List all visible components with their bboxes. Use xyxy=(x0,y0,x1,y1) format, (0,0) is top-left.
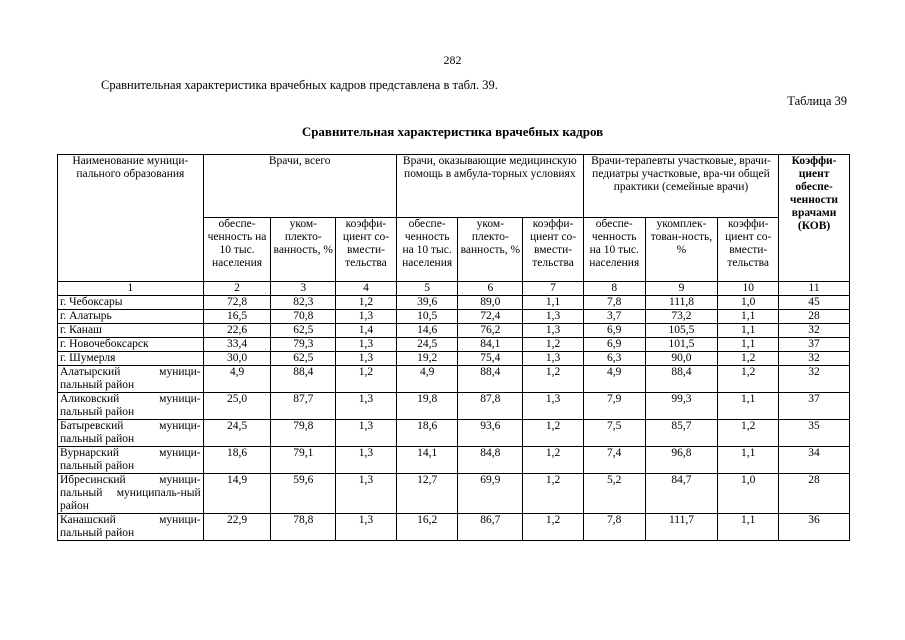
cell-value: 6,9 xyxy=(583,338,645,352)
cell-value: 88,4 xyxy=(645,366,718,393)
cell-value: 10,5 xyxy=(396,310,458,324)
table-row xyxy=(58,514,850,541)
cell-value: 1,2 xyxy=(336,366,397,393)
cell-value: 101,5 xyxy=(645,338,718,352)
cell-value: 1,2 xyxy=(523,514,584,541)
cell-value: 37 xyxy=(779,393,850,420)
cell-value: 1,1 xyxy=(718,324,779,338)
column-number-row xyxy=(58,282,850,296)
cell-value: 22,6 xyxy=(203,324,271,338)
cell-value: 19,2 xyxy=(396,352,458,366)
header-group-district: Врачи-терапевты участковые, врачи-педиатры участковые, вра-чи общей практики (семейные врачи) xyxy=(583,155,778,218)
header-name: Наименование муници-пального образования xyxy=(58,155,204,282)
column-number: 2 xyxy=(203,282,271,296)
cell-value: 1,2 xyxy=(336,296,397,310)
cell-value: 62,5 xyxy=(271,352,336,366)
row-name: г. Алатырь xyxy=(58,310,204,324)
cell-value: 4,9 xyxy=(396,366,458,393)
cell-value: 19,8 xyxy=(396,393,458,420)
cell-value: 84,7 xyxy=(645,474,718,514)
cell-value: 85,7 xyxy=(645,420,718,447)
cell-value: 28 xyxy=(779,310,850,324)
column-number: 6 xyxy=(458,282,523,296)
header-staffing: укомплек-тован-ность, % xyxy=(645,218,718,282)
cell-value: 1,3 xyxy=(336,338,397,352)
cell-value: 105,5 xyxy=(645,324,718,338)
cell-value: 30,0 xyxy=(203,352,271,366)
page-number: 282 xyxy=(443,53,462,67)
cell-value: 6,3 xyxy=(583,352,645,366)
cell-value: 1,2 xyxy=(718,352,779,366)
cell-value: 5,2 xyxy=(583,474,645,514)
cell-value: 18,6 xyxy=(396,420,458,447)
column-number: 10 xyxy=(718,282,779,296)
cell-value: 1,3 xyxy=(336,310,397,324)
cell-value: 1,2 xyxy=(523,420,584,447)
cell-value: 4,9 xyxy=(203,366,271,393)
cell-value: 99,3 xyxy=(645,393,718,420)
column-number: 1 xyxy=(58,282,204,296)
cell-value: 34 xyxy=(779,447,850,474)
cell-value: 1,1 xyxy=(718,338,779,352)
cell-value: 87,7 xyxy=(271,393,336,420)
cell-value: 79,8 xyxy=(271,420,336,447)
cell-value: 1,2 xyxy=(523,447,584,474)
table-row xyxy=(58,324,850,338)
row-name: г. Шумерля xyxy=(58,352,204,366)
cell-value: 96,8 xyxy=(645,447,718,474)
column-number: 7 xyxy=(523,282,584,296)
cell-value: 1,1 xyxy=(523,296,584,310)
cell-value: 88,4 xyxy=(271,366,336,393)
cell-value: 16,5 xyxy=(203,310,271,324)
cell-value: 111,7 xyxy=(645,514,718,541)
cell-value: 1,1 xyxy=(718,514,779,541)
intro-text: Сравнительная характеристика врачебных кадров представлена в табл. 39. xyxy=(101,78,498,92)
cell-value: 39,6 xyxy=(396,296,458,310)
cell-value: 33,4 xyxy=(203,338,271,352)
cell-value: 84,1 xyxy=(458,338,523,352)
cell-value: 76,2 xyxy=(458,324,523,338)
cell-value: 72,4 xyxy=(458,310,523,324)
cell-value: 59,6 xyxy=(271,474,336,514)
row-name: Батыревский муници-пальный район xyxy=(58,420,204,447)
cell-value: 1,0 xyxy=(718,296,779,310)
cell-value: 7,8 xyxy=(583,514,645,541)
header-coef: коэффи-циент со-вмести-тельства xyxy=(336,218,397,282)
cell-value: 72,8 xyxy=(203,296,271,310)
cell-value: 18,6 xyxy=(203,447,271,474)
cell-value: 12,7 xyxy=(396,474,458,514)
cell-value: 79,3 xyxy=(271,338,336,352)
table-title: Сравнительная характеристика врачебных кадров xyxy=(301,124,604,139)
cell-value: 1,2 xyxy=(718,366,779,393)
cell-value: 28 xyxy=(779,474,850,514)
cell-value: 1,1 xyxy=(718,393,779,420)
header-provision: обеспе-ченность на 10 тыс. населения xyxy=(203,218,271,282)
cell-value: 1,4 xyxy=(336,324,397,338)
table-label: Таблица 39 xyxy=(787,94,847,108)
cell-value: 45 xyxy=(779,296,850,310)
cell-value: 86,7 xyxy=(458,514,523,541)
cell-value: 1,3 xyxy=(336,352,397,366)
cell-value: 1,2 xyxy=(523,338,584,352)
cell-value: 1,1 xyxy=(718,310,779,324)
cell-value: 1,0 xyxy=(718,474,779,514)
header-provision: обеспе-ченность на 10 тыс. населения xyxy=(583,218,645,282)
header-staffing: уком-плекто-ванность, % xyxy=(458,218,523,282)
cell-value: 22,9 xyxy=(203,514,271,541)
table-row xyxy=(58,366,850,393)
cell-value: 14,6 xyxy=(396,324,458,338)
header-group-outpatient: Врачи, оказывающие медицинскую помощь в амбула-торных условиях xyxy=(396,155,583,218)
header-coef: коэффи-циент со-вмести-тельства xyxy=(718,218,779,282)
staff-comparison-table xyxy=(57,154,850,541)
column-number: 4 xyxy=(336,282,397,296)
cell-value: 35 xyxy=(779,420,850,447)
cell-value: 84,8 xyxy=(458,447,523,474)
cell-value: 1,3 xyxy=(523,393,584,420)
table-row xyxy=(58,310,850,324)
header-provision: обеспе-ченность на 10 тыс. населения xyxy=(396,218,458,282)
row-name: Канашский муници-пальный район xyxy=(58,514,204,541)
row-name: Алатырский муници-пальный район xyxy=(58,366,204,393)
table-row xyxy=(58,420,850,447)
row-name: г. Новочебоксарск xyxy=(58,338,204,352)
table-row xyxy=(58,352,850,366)
column-number: 5 xyxy=(396,282,458,296)
cell-value: 1,3 xyxy=(336,393,397,420)
cell-value: 32 xyxy=(779,352,850,366)
cell-value: 90,0 xyxy=(645,352,718,366)
cell-value: 87,8 xyxy=(458,393,523,420)
column-number: 11 xyxy=(779,282,850,296)
table-row xyxy=(58,447,850,474)
cell-value: 3,7 xyxy=(583,310,645,324)
column-number: 9 xyxy=(645,282,718,296)
cell-value: 16,2 xyxy=(396,514,458,541)
cell-value: 82,3 xyxy=(271,296,336,310)
cell-value: 25,0 xyxy=(203,393,271,420)
cell-value: 24,5 xyxy=(203,420,271,447)
cell-value: 1,3 xyxy=(336,474,397,514)
cell-value: 1,3 xyxy=(523,324,584,338)
row-name: г. Чебоксары xyxy=(58,296,204,310)
cell-value: 62,5 xyxy=(271,324,336,338)
cell-value: 1,1 xyxy=(718,447,779,474)
cell-value: 37 xyxy=(779,338,850,352)
row-name: Вурнарский муници-пальный район xyxy=(58,447,204,474)
table-row xyxy=(58,474,850,514)
cell-value: 7,5 xyxy=(583,420,645,447)
cell-value: 73,2 xyxy=(645,310,718,324)
table-row xyxy=(58,393,850,420)
header-row-groups xyxy=(58,155,850,218)
cell-value: 70,8 xyxy=(271,310,336,324)
header-kov: Коэффи-циент обеспе-ченности врачами (КОВ) xyxy=(779,155,850,282)
table-row xyxy=(58,338,850,352)
column-number: 8 xyxy=(583,282,645,296)
cell-value: 75,4 xyxy=(458,352,523,366)
cell-value: 1,3 xyxy=(336,514,397,541)
cell-value: 1,2 xyxy=(523,366,584,393)
cell-value: 7,4 xyxy=(583,447,645,474)
cell-value: 4,9 xyxy=(583,366,645,393)
cell-value: 32 xyxy=(779,324,850,338)
row-name: г. Канаш xyxy=(58,324,204,338)
cell-value: 89,0 xyxy=(458,296,523,310)
cell-value: 14,9 xyxy=(203,474,271,514)
cell-value: 79,1 xyxy=(271,447,336,474)
cell-value: 7,9 xyxy=(583,393,645,420)
header-group-all-doctors: Врачи, всего xyxy=(203,155,396,218)
cell-value: 6,9 xyxy=(583,324,645,338)
header-staffing: уком-плекто-ванность, % xyxy=(271,218,336,282)
cell-value: 78,8 xyxy=(271,514,336,541)
cell-value: 1,3 xyxy=(523,352,584,366)
cell-value: 93,6 xyxy=(458,420,523,447)
cell-value: 7,8 xyxy=(583,296,645,310)
table-row xyxy=(58,296,850,310)
cell-value: 1,3 xyxy=(523,310,584,324)
column-number: 3 xyxy=(271,282,336,296)
cell-value: 14,1 xyxy=(396,447,458,474)
cell-value: 1,3 xyxy=(336,420,397,447)
cell-value: 36 xyxy=(779,514,850,541)
cell-value: 88,4 xyxy=(458,366,523,393)
cell-value: 1,2 xyxy=(718,420,779,447)
header-coef: коэффи-циент со-вмести-тельства xyxy=(523,218,584,282)
cell-value: 1,2 xyxy=(523,474,584,514)
cell-value: 1,3 xyxy=(336,447,397,474)
cell-value: 32 xyxy=(779,366,850,393)
cell-value: 111,8 xyxy=(645,296,718,310)
row-name: Ибресинский муници-пальный муниципаль-ный район xyxy=(58,474,204,514)
cell-value: 69,9 xyxy=(458,474,523,514)
cell-value: 24,5 xyxy=(396,338,458,352)
row-name: Аликовский муници-пальный район xyxy=(58,393,204,420)
